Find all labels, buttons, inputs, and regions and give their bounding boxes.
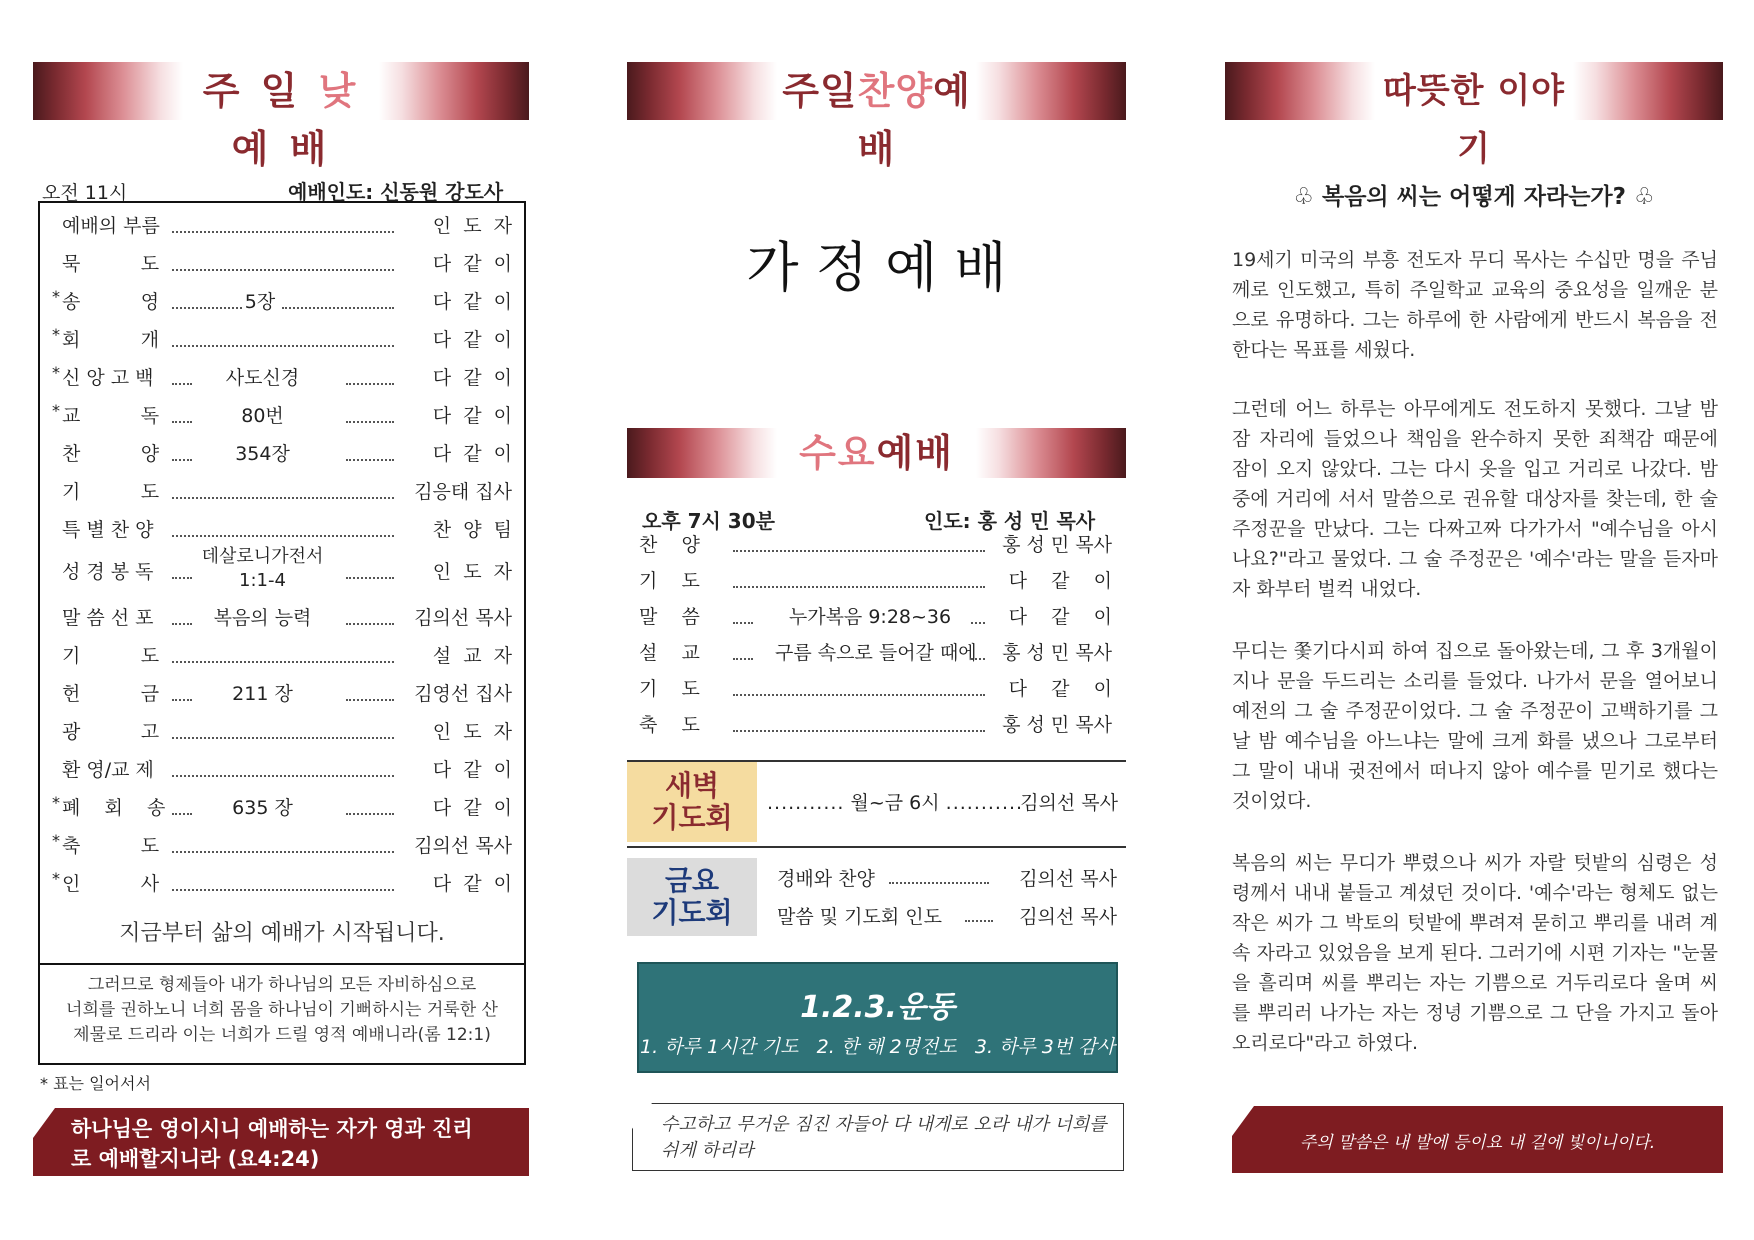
clover-icon: ♧: [1293, 184, 1314, 210]
banner-gradient-left: [33, 62, 183, 120]
order-item-detail: 80번: [241, 405, 284, 427]
order-item-by: 다 같 이: [432, 367, 512, 389]
divider: [627, 846, 1126, 848]
order-item-by: 설 교 자: [432, 645, 512, 667]
dawn-prayer-label: 새벽 기도회: [627, 762, 757, 842]
wednesday-item-by: 다 같 이: [1008, 606, 1112, 628]
dot-leader: [971, 622, 985, 624]
order-item-by: 인 도 자: [432, 561, 512, 583]
order-row: [40, 603, 524, 633]
dot-leader: [172, 345, 394, 347]
wednesday-worship-title: 수요예배: [799, 431, 954, 475]
order-row: [40, 679, 524, 709]
order-row: [40, 717, 524, 747]
story-paragraph: 그런데 어느 하루는 아무에게도 전도하지 못했다. 그날 밤 잠 자리에 들었으나 책임을 완수하지 못한 죄책감 때문에 잠이 오지 않았다. 그는 다시 옷을 입고 거리로 나갔다. 밤중에 거리에 서서 말씀으로 권유할 대상자를 찾는데, 한 술 주정꾼을 만났다. 그는 다짜고짜 다가가서 "예수님을 아시나요?"라고 물었다. 그 술 주정꾼은 '예수'라는 말을 듣자마자 화부터 벌컥 내었다.: [1232, 398, 1718, 600]
fold-corner: [632, 1103, 652, 1129]
order-item-name: 신 앙 고 백: [62, 367, 154, 389]
order-item-by: 김영선 집사: [414, 683, 512, 705]
dot-leader: [346, 699, 394, 701]
order-item-detail: 211 장: [232, 683, 293, 705]
dot-leader: [172, 889, 394, 891]
friday-prayer-section: [627, 858, 1126, 936]
dot-leader: [172, 269, 394, 271]
dot-leader: [172, 661, 394, 663]
dot-leader: [346, 383, 394, 385]
order-item-by: 다 같 이: [432, 759, 512, 781]
wednesday-item-by: 홍 성 민 목사: [1002, 534, 1112, 556]
dot-leader: [346, 421, 394, 423]
dot-leader: [172, 497, 394, 499]
order-item-by: 김의선 목사: [414, 607, 512, 629]
dot-leader: [172, 459, 192, 461]
wednesday-row: [627, 566, 1126, 596]
banner-gradient-right: [976, 62, 1126, 120]
dawn-by: 김의선 목사: [1020, 792, 1118, 814]
dot-leader: [346, 813, 394, 815]
sunday-praise-banner: [627, 62, 1126, 171]
wednesday-item-name: 기 도: [639, 678, 700, 700]
banner-gradient-left: [627, 428, 777, 478]
order-item-name: 송 영: [62, 291, 160, 313]
order-item-name: 교 독: [62, 405, 160, 427]
order-item-name: 헌 금: [62, 683, 160, 705]
movement-title: 1.2.3.운동: [800, 990, 955, 1025]
order-item-by: 다 같 이: [432, 873, 512, 895]
sunday-praise-title: 주일찬양예배: [782, 69, 971, 171]
order-item-by: 김의선 목사: [414, 835, 512, 857]
dot-leader: [346, 459, 394, 461]
order-item-name: 축 도: [62, 835, 160, 857]
order-item-by: 다 같 이: [432, 443, 512, 465]
wednesday-item-name: 설 교: [639, 642, 700, 664]
dot-leader: [733, 622, 753, 624]
standing-mark: *: [52, 869, 60, 888]
wednesday-item-by: 다 같 이: [1008, 570, 1112, 592]
standing-mark: *: [52, 831, 60, 850]
wednesday-item-name: 기 도: [639, 570, 700, 592]
verse-banner-right: 주의 말씀은 내 발에 등이요 내 길에 빛이니이다.: [1232, 1106, 1723, 1173]
standing-mark: *: [52, 401, 60, 420]
wednesday-row: [627, 530, 1126, 560]
order-row: [40, 869, 524, 899]
order-item-by: 다 같 이: [432, 329, 512, 351]
dot-leader: [172, 307, 242, 309]
clover-icon: ♧: [1634, 184, 1655, 210]
dot-leader: [172, 813, 192, 815]
family-worship-heading: 가 정 예 배: [746, 236, 1007, 299]
scripture-quote: 그러므로 형제들아 내가 하나님의 모든 자비하심으로 너희를 권하노니 너희 몸을 하나님이 기뻐하시는 거룩한 산 제물로 드리라 이는 너희가 드릴 영적 예배니라(롬 12:1): [66, 975, 498, 1045]
order-item-by: 인 도 자: [432, 215, 512, 237]
order-item-by: 인 도 자: [432, 721, 512, 743]
story-title: ♧ 복음의 씨는 어떻게 자라는가? ♧: [1293, 184, 1655, 210]
order-row: [40, 831, 524, 861]
wednesday-item-by: 홍 성 민 목사: [1002, 642, 1112, 664]
dot-leader: [172, 737, 394, 739]
dot-leader: [733, 550, 985, 552]
order-item-name: 묵 도: [62, 253, 160, 275]
banner-gradient-right: [976, 428, 1126, 478]
dot-leader: [172, 699, 192, 701]
warm-story-title: 따뜻한 이야기: [1382, 71, 1566, 169]
dot-leader: [172, 623, 192, 625]
standing-mark: *: [52, 363, 60, 382]
dot-leader: [172, 577, 192, 579]
order-row: [40, 325, 524, 355]
order-item-detail: 데살로니가전서 1:1-4: [201, 546, 324, 591]
wednesday-row: [627, 638, 1126, 668]
story-paragraph: 19세기 미국의 부흥 전도자 무디 목사는 수십만 명을 주님께로 인도했고, 특히 주일학교 교육의 중요성을 일깨운 분으로 유명하다. 그는 하루에 한 사람에게 반드시 복음을 전한다는 목표를 세웠다.: [1232, 249, 1718, 361]
order-item-name: 회 개: [62, 329, 160, 351]
order-item-name: 예배의 부름: [62, 215, 160, 237]
wednesday-row: [627, 710, 1126, 740]
invitation-box: 수고하고 무거운 짐진 자들아 다 내게로 오라 내가 너희를 쉬게 하리라: [632, 1103, 1124, 1171]
service-time: 오전 11시: [42, 182, 128, 204]
order-item-name: 인 사: [62, 873, 160, 895]
dot-leader: [282, 307, 394, 309]
verse-banner-left: 하나님은 영이시니 예배하는 자가 영과 진리 로 예배할지니라 (요4:24): [33, 1108, 529, 1176]
dot-leader: [172, 851, 394, 853]
wednesday-item-name: 축 도: [639, 714, 700, 736]
order-item-name: 광 고: [62, 721, 160, 743]
order-item-name: 기 도: [62, 481, 160, 503]
friday-row: 경배와 찬양 김의선 목사: [777, 868, 1117, 890]
order-item-name: 찬 양: [62, 443, 160, 465]
scripture-quote-box: [38, 963, 526, 1065]
order-row: [40, 439, 524, 469]
wednesday-item-by: 다 같 이: [1008, 678, 1112, 700]
order-item-detail: 5장: [244, 291, 276, 313]
wednesday-item-name: 찬 양: [639, 534, 700, 556]
wednesday-order: [627, 530, 1126, 750]
fold-corner: [33, 1108, 55, 1138]
order-row: [40, 401, 524, 431]
banner-gradient-right: [379, 62, 529, 120]
order-item-name: 폐 회 송: [62, 797, 166, 819]
story-paragraph: 복음의 씨는 무디가 뿌렸으나 씨가 자랄 텃밭의 심령은 성령께서 내내 붙들고 계셨던 것이다. '예수'라는 형체도 없는 작은 씨가 그 박토의 텃밭에 뿌려져 묻히고 뿌리를 내려 계속 자라고 있었음을 보게 된다. 그러기에 시편 기자는 "눈물을 흘리며 씨를 뿌리는 자는 기쁨으로 거두리로다 울며 씨를 뿌리러 나가는 자는 정녕 기쁨으로 그 단을 가지고 돌아오리로다"라고 하였다.: [1232, 852, 1718, 1054]
order-row: [40, 287, 524, 317]
wednesday-item-name: 말 씀: [639, 606, 700, 628]
order-row: [40, 249, 524, 279]
movement-box: [637, 962, 1118, 1073]
dot-leader: [733, 658, 753, 660]
sunday-worship-title: 주 일 낮 예 배: [202, 69, 360, 171]
order-row: [40, 477, 524, 507]
banner-gradient-left: [1225, 62, 1375, 120]
story-paragraph: 무디는 쫓기다시피 하여 집으로 돌아왔는데, 그 후 3개월이 지나 문을 두드리는 소리를 들었다. 나가서 문을 열어보니 예전의 그 술 주정꾼이었다. 그 술 주정꾼이 고백하기를 그날 밤 예수님을 아느냐는 말에 크게 화를 냈으나 그로부터 그 말이 내내 귓전에서 떠나지 않아 예수를 믿기로 했다는 것이었다.: [1232, 640, 1718, 812]
dot-leader: [346, 577, 394, 579]
wednesday-leader: 인도: 홍 성 민 목사: [924, 509, 1096, 533]
order-item-name: 기 도: [62, 645, 160, 667]
order-item-by: 다 같 이: [432, 253, 512, 275]
standing-footnote: * 표는 일어서서: [40, 1074, 151, 1093]
standing-mark: *: [52, 287, 60, 306]
order-item-detail: 354장: [235, 443, 290, 465]
service-leader: 예배인도: 신동원 강도사: [288, 180, 504, 204]
order-row: [40, 211, 524, 241]
standing-mark: *: [52, 793, 60, 812]
order-item-name: 성 경 봉 독: [62, 561, 154, 583]
dot-leader: [172, 421, 192, 423]
friday-prayer-label: 금요 기도회: [627, 858, 757, 936]
wednesday-row: [627, 602, 1126, 632]
dot-leader: [172, 231, 394, 233]
order-item-name: 말 씀 선 포: [62, 607, 154, 629]
order-item-detail: 복음의 능력: [213, 607, 312, 629]
standing-mark: *: [52, 325, 60, 344]
wednesday-worship-banner: [627, 428, 1126, 478]
dot-leader: [733, 730, 985, 732]
order-row: [40, 793, 524, 823]
order-item-name: 환 영/교 제: [62, 759, 154, 781]
order-item-by: 찬 양 팀: [432, 519, 512, 541]
banner-gradient-right: [1573, 62, 1723, 120]
order-row: [40, 515, 524, 545]
dot-leader: [172, 775, 394, 777]
banner-gradient-left: [627, 62, 777, 120]
order-item-by: 다 같 이: [432, 291, 512, 313]
order-row: [40, 546, 524, 591]
dot-leader: [733, 586, 985, 588]
dot-leader: [172, 383, 192, 385]
warm-story-banner: [1225, 62, 1723, 169]
dot-leader: [346, 623, 394, 625]
wednesday-time: 오후 7시 30분: [642, 509, 775, 533]
friday-row: 말씀 및 기도회 인도 김의선 목사: [777, 906, 1117, 928]
wednesday-item-by: 홍 성 민 목사: [1002, 714, 1112, 736]
order-item-detail: 635 장: [232, 797, 293, 819]
dot-leader: [172, 535, 394, 537]
order-item-by: 다 같 이: [432, 405, 512, 427]
order-item-by: 다 같 이: [432, 797, 512, 819]
wednesday-item-detail: 누가복음 9:28~36: [788, 606, 952, 628]
wednesday-item-detail: 구름 속으로 들어갈 때에: [775, 642, 977, 664]
closing-line: 지금부터 삶의 예배가 시작됩니다.: [119, 921, 445, 946]
order-row: [40, 641, 524, 671]
wednesday-row: [627, 674, 1126, 704]
order-item-by: 김응태 집사: [414, 481, 512, 503]
movement-items: 1. 하루 1시간 기도 2. 한 해 2명전도 3. 하루 3번 감사: [640, 1036, 1115, 1058]
dot-leader: [733, 694, 985, 696]
order-row: [40, 755, 524, 785]
order-row: [40, 363, 524, 393]
dawn-prayer-section: [627, 762, 1126, 842]
order-item-name: 특 별 찬 양: [62, 519, 154, 541]
dawn-time: ........... 월~금 6시 ...........: [767, 792, 1024, 814]
dot-leader: [971, 658, 985, 660]
sunday-worship-banner: [33, 62, 529, 171]
order-item-detail: 사도신경: [225, 367, 300, 389]
